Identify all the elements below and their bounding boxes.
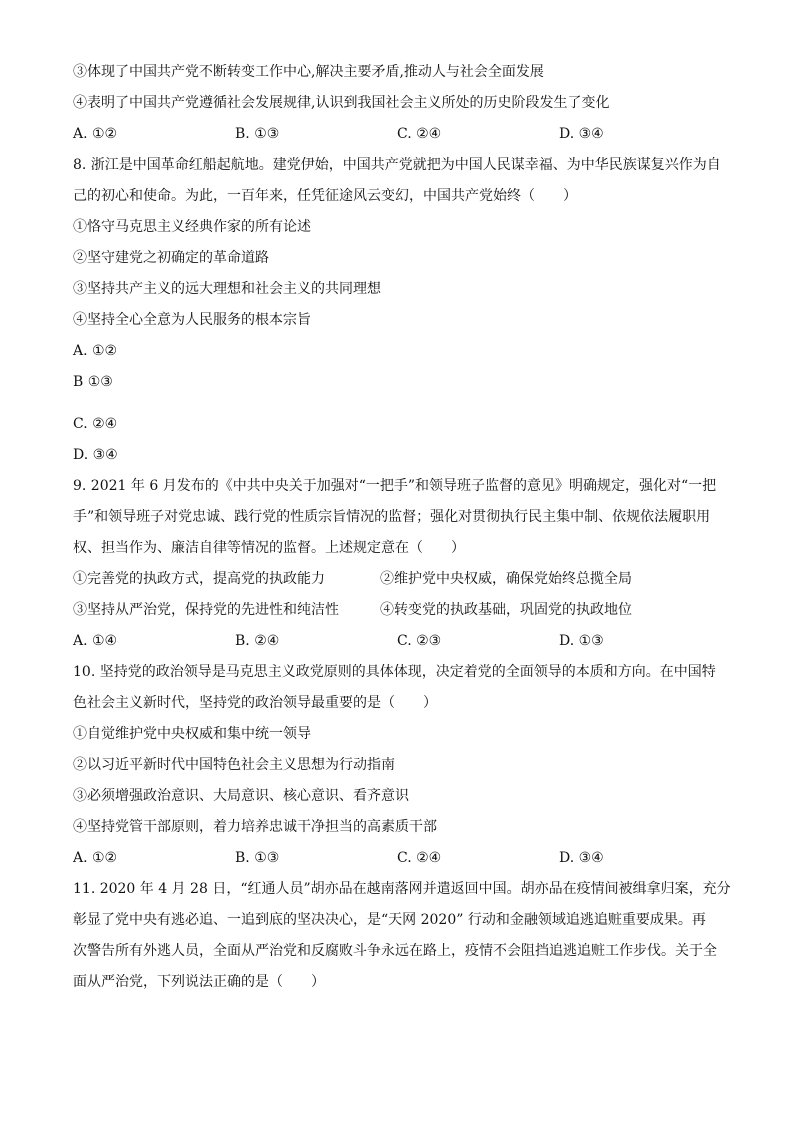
q8-stem <box>73 155 723 206</box>
q11-stem-line: 彰显了党中央有逃必追、一追到底的坚决决心，是“天网 2020” 行动和金融领域追逃追赃重要成果。再 <box>73 912 706 928</box>
q9-statement-3: ③坚持从严治党，保持党的先进性和纯洁性 <box>73 602 339 618</box>
q7-statement-4: ④表明了中国共产党遵循社会发展规律,认识到我国社会主义所处的历史阶段发生了变化 <box>73 95 610 111</box>
q8-option-b[interactable]: B ①③ <box>73 374 113 390</box>
q8-stem-line: 8. 浙江是中国革命红船起航地。建党伊始，中国共产党就把为中国人民谋幸福、为中华民族谋复兴作为自 <box>73 157 721 173</box>
q7-options <box>73 124 723 144</box>
q9-stem-line: 手”和领导班子对党忠诚、践行党的性质宗旨情况的监督；强化对贯彻执行民主集中制、依规依法履职用 <box>73 509 711 525</box>
q7-statement-3: ③体现了中国共产党不断转变工作中心,解决主要矛盾,推动人与社会全面发展 <box>73 64 544 80</box>
q9-statement-2: ②维护党中央权威，确保党始终总揽全局 <box>380 571 632 587</box>
q7-option-a[interactable]: A. ①② <box>73 126 118 142</box>
q10-statement-3: ③必须增强政治意识、大局意识、核心意识、看齐意识 <box>73 788 409 804</box>
q8-statement-2: ②坚守建党之初确定的革命道路 <box>73 250 269 266</box>
q9-options <box>73 631 723 651</box>
q9-option-c[interactable]: C. ②③ <box>397 633 442 649</box>
q9-stem-line: 权、担当作为、廉洁自律等情况的监督。上述规定意在（ ） <box>73 540 465 556</box>
q8-statement-1: ①恪守马克思主义经典作家的所有论述 <box>73 219 311 235</box>
q8-option-d[interactable]: D. ③④ <box>73 447 118 463</box>
q9-stem <box>73 476 723 558</box>
q11-stem-line: 面从严治党，下列说法正确的是（ ） <box>73 974 325 990</box>
q9-statements-row-2 <box>73 600 723 620</box>
q9-statements-row-1 <box>73 569 723 589</box>
q10-statement-1: ①自觉维护党中央权威和集中统一领导 <box>73 726 311 742</box>
q10-option-b[interactable]: B. ①③ <box>235 850 280 866</box>
q11-stem-line: 次警告所有外逃人员，全面从严治党和反腐败斗争永远在路上，疫情不会阻挡追逃追赃工作步伐。关于全 <box>73 943 717 959</box>
q10-option-d[interactable]: D. ③④ <box>559 850 604 866</box>
q10-option-a[interactable]: A. ①② <box>73 850 118 866</box>
q9-option-d[interactable]: D. ①③ <box>559 633 604 649</box>
q7-option-b[interactable]: B. ①③ <box>235 126 280 142</box>
q8-option-c[interactable]: C. ②④ <box>73 416 118 432</box>
q8-option-a[interactable]: A. ①② <box>73 343 118 359</box>
q10-options <box>73 848 723 868</box>
q9-option-a[interactable]: A. ①④ <box>73 633 118 649</box>
q10-statement-4: ④坚持党管干部原则，着力培养忠诚干净担当的高素质干部 <box>73 819 437 835</box>
q9-stem-line: 9. 2021 年 6 月发布的《中共中央关于加强对“一把手”和领导班子监督的意见》明确规定，强化对“一把 <box>73 478 717 494</box>
q8-statement-4: ④坚持全心全意为人民服务的根本宗旨 <box>73 312 311 328</box>
q8-stem-line: 己的初心和使命。为此，一百年来，任凭征途风云变幻，中国共产党始终（ ） <box>73 188 577 204</box>
q10-stem-line: 色社会主义新时代，坚持党的政治领导最重要的是（ ） <box>73 695 437 711</box>
q10-option-c[interactable]: C. ②④ <box>397 850 442 866</box>
q11-stem-line: 11. 2020 年 4 月 28 日，“红通人员”胡亦品在越南落网并遣返回中国。胡亦品在疫情间被缉拿归案，充分 <box>73 881 731 897</box>
q10-statement-2: ②以习近平新时代中国特色社会主义思想为行动指南 <box>73 757 395 773</box>
q10-stem <box>73 662 723 713</box>
q9-option-b[interactable]: B. ②④ <box>235 633 280 649</box>
q11-stem <box>73 879 731 992</box>
q9-statement-1: ①完善党的执政方式，提高党的执政能力 <box>73 571 325 587</box>
exam-page <box>73 62 731 1003</box>
q10-stem-line: 10. 坚持党的政治领导是马克思主义政党原则的具体体现，决定着党的全面领导的本质和方向。在中国特 <box>73 664 716 680</box>
q9-statement-4: ④转变党的执政基础，巩固党的执政地位 <box>380 602 632 618</box>
q8-statement-3: ③坚持共产主义的远大理想和社会主义的共同理想 <box>73 281 381 297</box>
q7-option-c[interactable]: C. ②④ <box>397 126 442 142</box>
q7-option-d[interactable]: D. ③④ <box>559 126 604 142</box>
